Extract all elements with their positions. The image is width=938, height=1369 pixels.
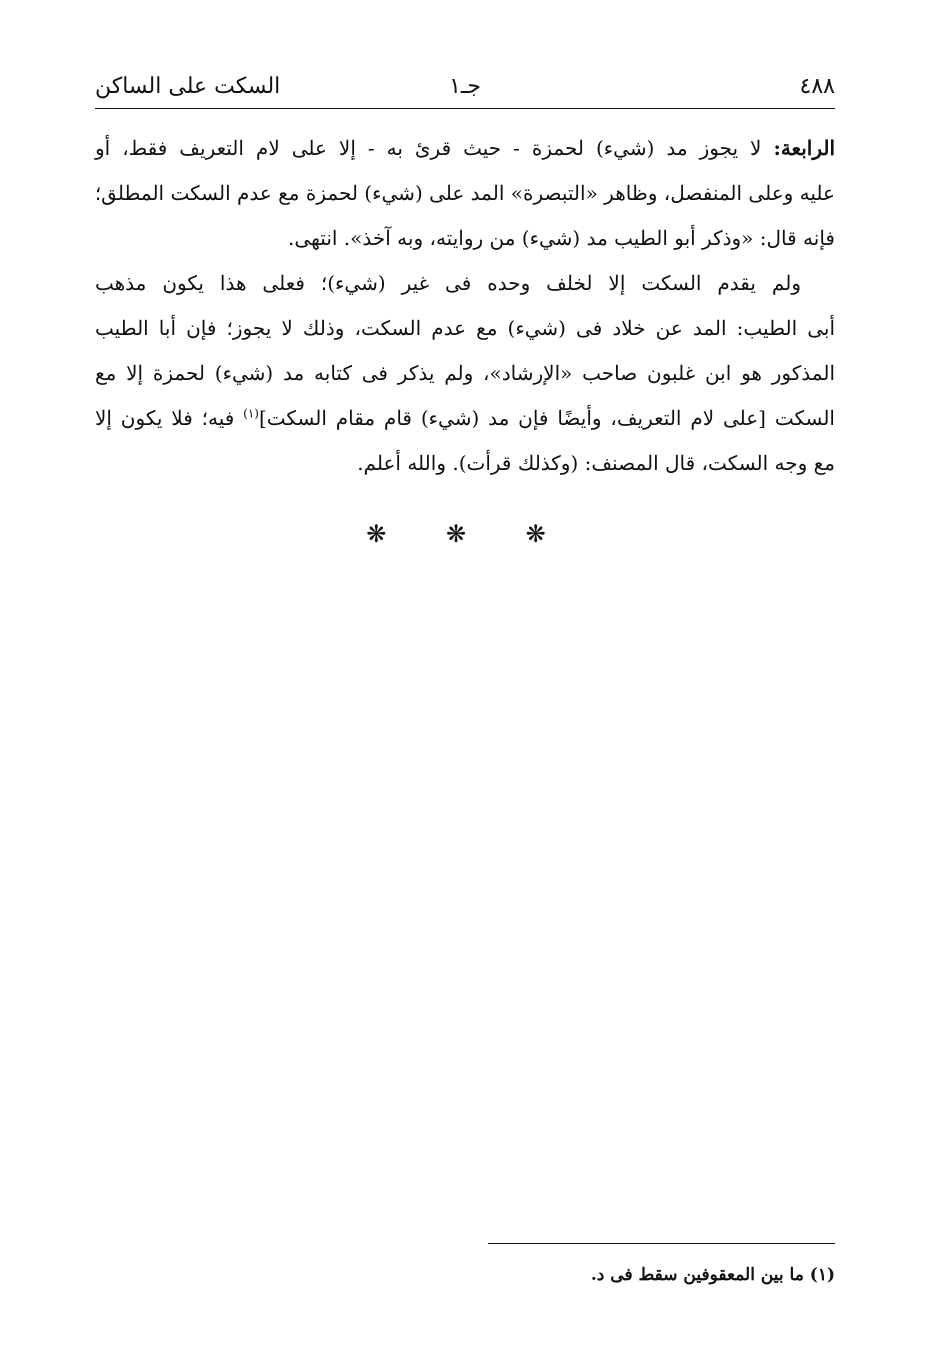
- paragraph-2-line-2: أبى الطيب: المد عن خلاد فى (شيء) مع عدم السكت، وذلك لا يجوز؛ فإن أبا الطيب: [95, 316, 835, 340]
- section-separator: ❋ ❋ ❋: [366, 520, 572, 548]
- paragraph-2-line-4: [95, 396, 835, 441]
- paragraph-lead: الرابعة:: [773, 136, 835, 160]
- footnote-reference: (١): [243, 406, 259, 421]
- paragraph-2-line-4-part-b: فيه؛ فلا يكون إلا: [95, 406, 244, 430]
- paragraph-1: [95, 126, 835, 261]
- paragraph-2: [95, 261, 835, 486]
- main-text: [95, 126, 835, 486]
- paragraph-1-line-1: [95, 126, 835, 171]
- paragraph-1-text: لا يجوز مد (شيء) لحمزة - حيث قرئ به - إلا على لام التعريف فقط، أو: [95, 136, 762, 160]
- volume-label: جـ١: [449, 74, 481, 99]
- footnote-divider: [488, 1243, 835, 1244]
- page-number: ٤٨٨: [799, 74, 835, 99]
- footnote: (١) ما بين المعقوفين سقط فى د.: [590, 1265, 835, 1285]
- page-header: [95, 72, 835, 106]
- running-title: السكت على الساكن: [95, 74, 281, 99]
- paragraph-2-line-3: المذكور هو ابن غلبون صاحب «الإرشاد»، ولم يذكر فى كتابه مد (شيء) لحمزة إلا مع: [95, 361, 835, 385]
- paragraph-1-line-3: فإنه قال: «وذكر أبو الطيب مد (شيء) من روايته، وبه آخذ». انتهى.: [288, 226, 835, 250]
- paragraph-2-line-1: ولم يقدم السكت إلا لخلف وحده فى غير (شيء)؛ فعلى هذا يكون مذهب: [95, 271, 801, 295]
- paragraph-2-line-5: مع وجه السكت، قال المصنف: (وكذلك قرأت). والله أعلم.: [357, 451, 835, 475]
- paragraph-2-line-4-part-a: السكت [على لام التعريف، وأيضًا فإن مد (شيء) قام مقام السكت]: [258, 406, 835, 430]
- header-divider: [95, 108, 835, 109]
- paragraph-1-line-2: عليه وعلى المنفصل، وظاهر «التبصرة» المد على (شيء) لحمزة مع عدم السكت المطلق؛: [94, 181, 835, 205]
